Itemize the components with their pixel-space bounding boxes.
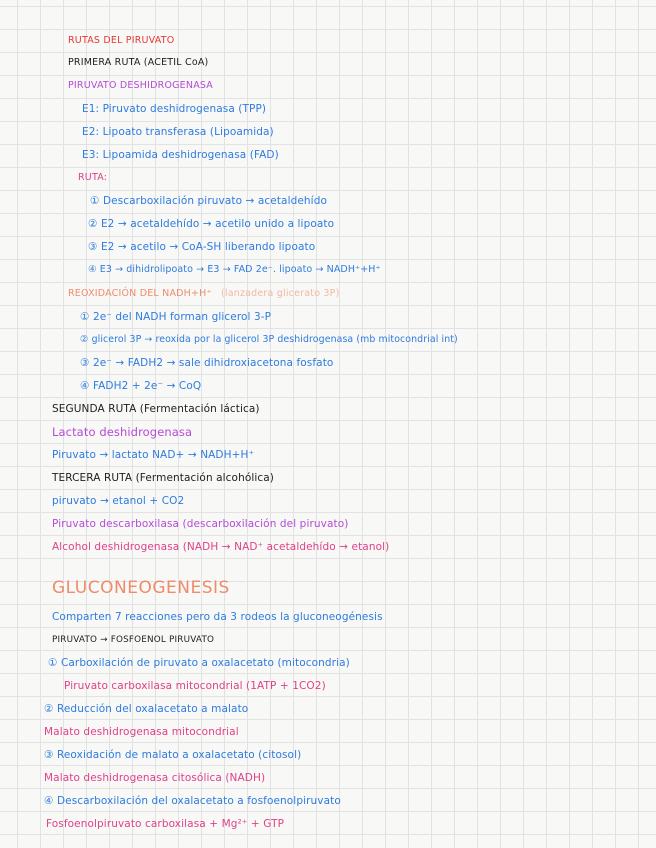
enzyme-e3: E3: Lipoamida deshidrogenasa (FAD) — [82, 149, 279, 161]
reoxidacion-title: REOXIDACIÓN DEL NADH+H⁺ — [68, 288, 212, 299]
ruta-step-2: ② E2 → acetaldehído → acetilo unido a lipoato — [88, 218, 335, 230]
gluco-step-1: ① Carboxilación de piruvato a oxalacetato (mitocondria) — [48, 657, 350, 669]
piruvato-etanol: piruvato → etanol + CO2 — [52, 495, 185, 507]
reox-step-2: ② glicerol 3P → reoxida por la glicerol 3P deshidrogenasa (mb mitocondrial int) — [80, 334, 458, 345]
ruta-step-4: ④ E3 → dihidrolipoato → E3 → FAD 2e⁻. lipoato → NADH⁺+H⁺ — [88, 264, 381, 275]
heading-gluconeogenesis: GLUCONEOGENESIS — [52, 578, 230, 598]
ruta-label: RUTA: — [78, 172, 108, 183]
heading-piruvato-deshidrogenasa: PIRUVATO DESHIDROGENASA — [68, 80, 213, 91]
gluco-step-4: ④ Descarboxilación del oxalacetato a fosfoenolpiruvato — [44, 795, 341, 807]
reox-step-3: ③ 2e⁻ → FADH2 → sale dihidroxiacetona fosfato — [80, 357, 334, 369]
ruta-step-1: ① Descarboxilación piruvato → acetaldehído — [90, 195, 327, 207]
piruvato-fosfoenolpiruvato: PIRUVATO → FOSFOENOL PIRUVATO — [52, 635, 215, 645]
title-rutas-piruvato: RUTAS DEL PIRUVATO — [68, 35, 175, 46]
gluco-step-3: ③ Reoxidación de malato a oxalacetato (citosol) — [44, 749, 302, 761]
gluco-step-2-enzyme: Malato deshidrogenasa mitocondrial — [44, 726, 239, 738]
comparten-reacciones: Comparten 7 reacciones pero da 3 rodeos la gluconeogénesis — [52, 611, 383, 623]
gluco-step-4-enzyme: Fosfoenolpiruvato carboxilasa + Mg²⁺ + GTP — [46, 818, 285, 830]
gluco-step-1-enzyme: Piruvato carboxilasa mitocondrial (1ATP + 1CO2) — [64, 680, 326, 692]
heading-segunda-ruta: SEGUNDA RUTA (Fermentación láctica) — [52, 403, 260, 415]
heading-reoxidacion — [68, 287, 340, 301]
lactato-deshidrogenasa: Lactato deshidrogenasa — [52, 425, 193, 439]
piruvato-descarboxilasa: Piruvato descarboxilasa (descarboxilación del piruvato) — [52, 518, 349, 530]
alcohol-deshidrogenasa: Alcohol deshidrogenasa (NADH → NAD⁺ acetaldehído → etanol) — [52, 541, 390, 553]
ruta-step-3: ③ E2 → acetilo → CoA-SH liberando lipoato — [88, 241, 316, 253]
piruvato-lactato: Piruvato → lactato NAD+ → NADH+H⁺ — [52, 449, 255, 461]
gluco-step-3-enzyme: Malato deshidrogenasa citosólica (NADH) — [44, 772, 266, 784]
heading-primera-ruta: PRIMERA RUTA (ACETIL CoA) — [68, 57, 209, 68]
reoxidacion-note: (lanzadera glicerato 3P) — [220, 288, 340, 299]
enzyme-e2: E2: Lipoato transferasa (Lipoamida) — [82, 126, 274, 138]
gluco-step-2: ② Reducción del oxalacetato a malato — [44, 703, 249, 715]
reox-step-4: ④ FADH2 + 2e⁻ → CoQ — [80, 380, 202, 392]
enzyme-e1: E1: Piruvato deshidrogenasa (TPP) — [82, 103, 267, 115]
reox-step-1: ① 2e⁻ del NADH forman glicerol 3-P — [80, 311, 272, 323]
heading-tercera-ruta: TERCERA RUTA (Fermentación alcohólica) — [52, 472, 274, 484]
